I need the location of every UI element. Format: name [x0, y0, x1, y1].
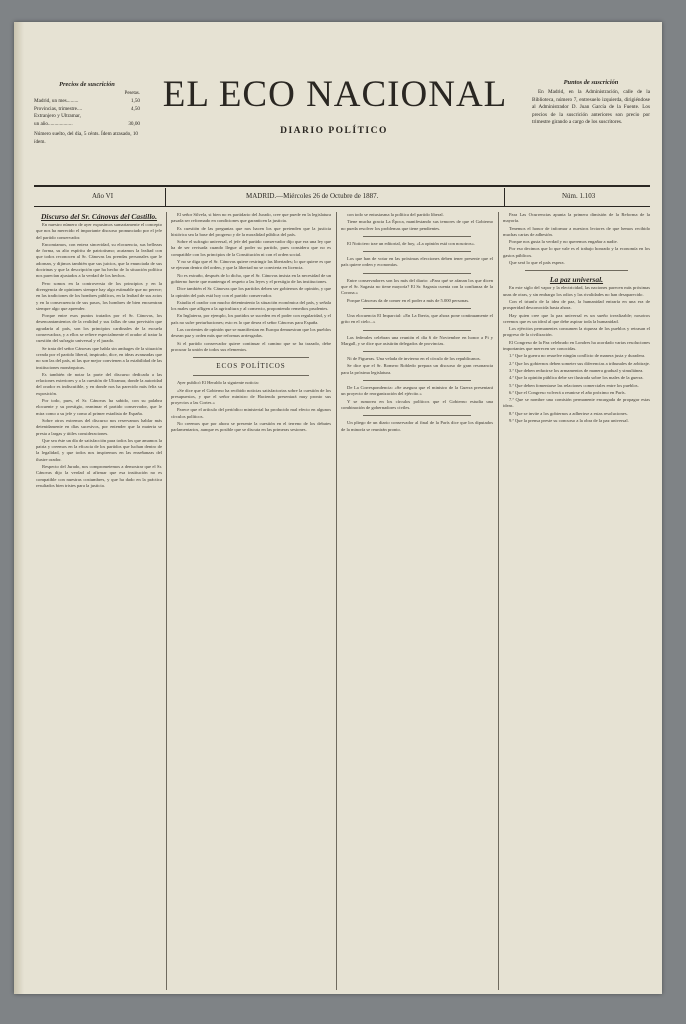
subscription-points-text: En Madrid, en la Administración, calle de la Biblioteca, número 7, entresuelo izquierda, dirigiéndose al Administrador D. Juan García de la Fuente. Los precios de la suscrición anteriores son precio por trimestre girando a cargo de los suscritores. [532, 89, 650, 126]
header-rule-top [34, 185, 650, 187]
article-paragraph: Respecto del Jurado, nos comprometemos a demostrar que el Sr. Cánovas dijo la verdad al afirmar que esa institución no es compatible con nuestras costumbres, y que ha dado en la práctica resultados bien tristes para la justicia. [36, 463, 162, 488]
article-paragraph: Las corrientes de opinión que se manifiestan en Europa demuestran que los pueblos desean paz y orden más que reformas arriesgadas. [171, 327, 331, 339]
article-paragraph: El señor Silvela, si bien no es partidario del Jurado, cree que puede en la legislatura pasada ser reformado en condiciones que garanticen la justicia. [171, 212, 331, 224]
article-paragraph: con todo se entusiasma la política del partido liberal. [347, 212, 444, 217]
article-paragraph: Entre conservadores son los más del diario: «Para qué se afanan los que dicen que el Sr. Sagasta no tiene mayoría? El Sr. Sagasta cuenta con la confianza de la Corona.» [341, 277, 493, 296]
article-paragraph: Es cuestión de las preguntas que nos hacen los que pretenden que la justicia histórica sea la base del progreso y de la moralidad pública del país. [171, 225, 331, 237]
column-1 [36, 212, 162, 990]
price-row: un año................... 30,00 [34, 120, 140, 127]
column-separator [498, 212, 499, 990]
article-paragraph: Sobre otros extremos del discurso nos reservamos hablar más detenidamente en días sucesivos, por entender que la materia se presta a largas y útiles consideraciones. [36, 417, 162, 436]
article-paragraph: Se trata del señor Cánovas que habla sin ambages de la situación creada por el partido liberal, inspirado, dice, en ideas avanzadas que no son las del país, ni las que mejor convienen a la estabilidad de las instituciones monárquicas. [36, 345, 162, 370]
article-paragraph: Porque entre esos puntos tratados por el Sr. Cánovas, los desencantamientos de la realidad y sus fallas de una previsión que agradaría al país, son los principios cardinales de la escuela conservadora, y a ellos se refiere especialmente el orador al tratar la cuestión del sufragio universal y el jurado. [36, 313, 162, 344]
article-paragraph: 4.ª Que la opinión pública debe ser ilustrada sobre los males de la guerra. [509, 375, 644, 381]
header-rule-bottom [34, 206, 650, 207]
section-divider [193, 357, 309, 358]
price-note: Número suelto, del día, 5 cénts. Ídem atrasado, 10 ídem. [34, 131, 139, 145]
item-divider [363, 330, 471, 331]
dateline-separator [504, 188, 505, 206]
issue-year: Año VI [92, 192, 114, 200]
subscription-points-box [532, 78, 650, 127]
article-paragraph: De La Correspondencia: «Se asegura que el ministro de la Guerra presentará un proyecto de reorganización del ejército.» [341, 385, 493, 397]
article-paragraph: El Noticiero trae un editorial, de hoy, «La opinión está con nosotros». [347, 240, 476, 246]
item-divider [363, 236, 471, 237]
article-paragraph: 7.ª Que se nombre una comisión permanente encargada de propagar estas ideas. [503, 397, 650, 409]
article-paragraph: Los que han de votar en las próximas elecciones deben tener presente que el país quiere orden y economías. [341, 256, 493, 268]
item-divider [363, 351, 471, 352]
section-divider [525, 270, 628, 271]
article-paragraph: Y no se diga que el Sr. Cánovas quiere restringir las libertades; lo que quiere es que se ejerzan dentro del orden, y que la libertad no se convierta en licencia. [171, 259, 331, 271]
article-paragraph: En Inglaterra, por ejemplo, los partidos se suceden en el poder con regularidad, y el país no sufre perturbaciones; esto es lo que desea el señor Cánovas para España. [171, 313, 331, 325]
article-paragraph: Porque nos gusta la verdad y no queremos engañar a nadie. [509, 239, 618, 245]
article-paragraph: Porque Cánovas da de comer en el poder a más de 5.000 personas. [347, 297, 470, 303]
article-paragraph: 3.ª Que deben reducirse los armamentos de manera gradual y simultánea. [509, 367, 644, 373]
article-paragraph: Ni de Figueras. Una velada de invierno en el círculo de los republicanos. [347, 356, 481, 362]
article-paragraph: Que sea éste un día de satisfacción para todos los que amamos la patria y creemos en la eficacia de los partidos que luchan dentro de la legalidad, y que todos nos inspiremos en las enseñanzas del ilustre orador. [36, 437, 162, 462]
article-paragraph: Tiene mucha gracia La Época, manifestando sus temores de que el Gobierno no pueda resolver los problemas que tiene pendientes. [341, 219, 493, 231]
dateline-bar [34, 190, 650, 204]
article-paragraph: En nuestro número de ayer expusimos sumariamente el concepto que nos ha merecido el importante discurso pronunciado por el jefe del partido conservador. [36, 222, 162, 240]
article-paragraph: Una elocuencia El Imparcial: «En La Iberia, que ahora pone continuamente el grito en el cielo...» [341, 312, 493, 325]
item-divider [363, 415, 471, 416]
dateline-separator [165, 188, 166, 206]
article-paragraph: Pero somos en la controversia de los principios y en la divergencia de opiniones siempre hay algo estimable que no perece; en las tradiciones de los hombres públicos, en la lealtad de sus actos y en la consecuencia de sus pasos, los hombres de bien encuentran siempre algo que aprender. [36, 280, 162, 311]
item-divider [363, 308, 471, 309]
newspaper-page [14, 22, 662, 994]
article-paragraph: Con el triunfo de la idea de paz, la humanidad entraría en una era de prosperidad desconocida hasta ahora. [503, 298, 650, 311]
issue-number: Núm. 1.103 [562, 192, 596, 200]
article-paragraph: Tenemos el honor de informar a nuestros lectores de que hemos recibido muchas cartas de adhesión. [503, 225, 650, 237]
article-paragraph: 1.ª Que la guerra no resuelve ningún conflicto de manera justa y duradera. [509, 353, 646, 359]
article-paragraph: No creemos que por ahora se presente la cuestión en el terreno de los debates parlamentarios, aunque es posible que se discuta en las primeras sesiones. [171, 421, 331, 433]
article-paragraph: Es también de notar la parte del discurso dedicada a las relaciones exteriores y a la cuestión de Ultramar, donde la autoridad del orador es indiscutible, y en donde nos ha parecido más feliz su exposición. [36, 371, 162, 396]
article-paragraph: Que será lo que el país espera. [509, 260, 565, 266]
item-divider [363, 251, 471, 252]
subscription-prices-col-label: Pesetas. [124, 91, 140, 97]
price-row: Provincias, trimestre.... 4,50 [34, 105, 140, 112]
column-4 [503, 212, 650, 990]
column-2 [171, 212, 331, 990]
article-paragraph: Los ejércitos permanentes consumen la riqueza de los pueblos y retrasan el progreso de la civilización. [503, 326, 650, 338]
masthead-subtitle: DIARIO POLÍTICO [280, 126, 388, 136]
article-paragraph: Si el partido conservador quiere continuar el camino que se ha trazado, debe procurar la unión de todos sus elementos. [171, 340, 331, 352]
article-paragraph: Y se rumorea en los círculos políticos que el Gobierno estudia una combinación de gobernadores civiles. [341, 398, 493, 410]
masthead-title: EL ECO NACIONAL [162, 74, 508, 115]
article-paragraph: Las federales celebran una reunión el día 6 de Noviembre en honor a Pi y Margall, y se dice que asistirán delegados de provincias. [341, 334, 493, 346]
article-paragraph: Estudia el orador con mucho detenimiento la situación económica del país, y señala los males que afligen a la agricultura y al comercio, proponiendo remedios prudentes. [171, 299, 331, 312]
article-paragraph: 6.ª Que el Congreso volverá a reunirse el año próximo en París. [509, 389, 626, 395]
article-paragraph: Se dice que el Sr. Romero Robledo prepara un discurso de gran resonancia para la próxima legislatura. [341, 363, 493, 375]
article-paragraph: El Congreso de la Paz celebrado en Londres ha acordado varias resoluciones importantes que merecen ser conocidas. [503, 339, 650, 352]
section-divider [193, 375, 309, 376]
subscription-points-title: Puntos de suscrición [563, 79, 619, 86]
article-paragraph: 9.ª Que la prensa preste su concurso a la obra de la paz universal. [509, 418, 629, 424]
article-paragraph: 2.ª Que los gobiernos deben someter sus diferencias a tribunales de arbitraje. [509, 360, 650, 366]
issue-date: MADRID.—Miércoles 26 de Octubre de 1887. [246, 192, 379, 200]
article-paragraph: Dice también el Sr. Cánovas que los partidos deben ser gobiernos de opinión, y que la opinión del país está hoy con el partido conservador. [171, 286, 331, 298]
price-row: Extranjero y Ultramar, [34, 113, 81, 120]
article-paragraph: 8.ª Que se invite a los gobiernos a adherirse a estas resoluciones. [509, 410, 628, 416]
article-paragraph: Sobre el sufragio universal, el jefe del partido conservador dijo que era una ley que ha de ser revisada cuando llegue al poder su partido, pues considera que no es compatible con los principios de la Constitución ni con el orden social. [171, 239, 331, 257]
article-paragraph: Por todo, pues, el Sr. Cánovas ha sabido, con su palabra elocuente y su prestigio, reanimar el partido conservador, que le mira como a su jefe y como al primer estadista de España. [36, 398, 162, 416]
article-paragraph: Encomiamos, con entera sinceridad, su elocuencia, sus bellezas de forma, su alto espíritu de patriotismo; acatamos la lealtad con que todos reconocen al Sr. Cánovas las prendas personales que le adornan, y dijimos también que sus juicios, que la enunciada de sus doctrinas y que la descripción que ha hecho de la situación política nos parecían ajustados a la verdad de los hechos. [36, 241, 162, 279]
section-title-ecos-politicos: ECOS POLÍTICOS [216, 362, 286, 371]
subscription-prices-title: Precios de suscrición [59, 81, 115, 88]
item-divider [363, 380, 471, 381]
subscription-prices-box [34, 80, 140, 146]
price-row: Madrid, un mes......... 1,50 [34, 98, 140, 105]
article-title-canovas: Discurso del Sr. Cánovas del Castillo. [40, 212, 158, 221]
article-paragraph: En este siglo del vapor y la electricidad, las naciones parecen más próximas unas de otras, y sin embargo los odios y las rivalidades no han desaparecido. [503, 285, 650, 297]
article-paragraph: Por eso decimos que lo que vale es el trabajo honrado y la economía en los gastos públicos. [503, 246, 650, 258]
article-paragraph: Hay quien cree que la paz universal es un sueño irrealizable; nosotros creemos que es un ideal al que debe aspirar toda la humanidad. [503, 312, 650, 324]
column-3 [341, 212, 493, 990]
article-paragraph: Ayer publicó El Heraldo la siguiente noticia: [177, 380, 259, 386]
column-separator [166, 212, 167, 990]
article-paragraph: Para Las Ocurrencias apunta la primera dimisión de la Reforma de la mayoría. [503, 212, 650, 224]
article-paragraph: Parece que el artículo del periódico ministerial ha producido mal efecto en algunos círculos políticos. [171, 407, 331, 419]
article-paragraph: Un pliego de un diario conservador al final de la París dice que los diputados de la minoría se reunirán pronto. [341, 420, 493, 432]
article-paragraph: No es extraño, después de lo dicho, que el Sr. Cánovas insista en la necesidad de un gobierno fuerte que mantenga el respeto a las leyes y el prestigio de las instituciones. [171, 272, 331, 284]
article-title-paz-universal: La paz universal. [549, 275, 604, 285]
article-paragraph: 5.ª Que deben fomentarse las relaciones comerciales entre los pueblos. [509, 382, 639, 388]
article-paragraph: «Se dice que el Gobierno ha recibido noticias satisfactorias sobre la cuestión de los presupuestos, y que el señor ministro de Hacienda presentará muy pronto sus proyectos a las Cortes.» [171, 387, 331, 406]
column-separator [336, 212, 337, 990]
item-divider [363, 273, 471, 274]
